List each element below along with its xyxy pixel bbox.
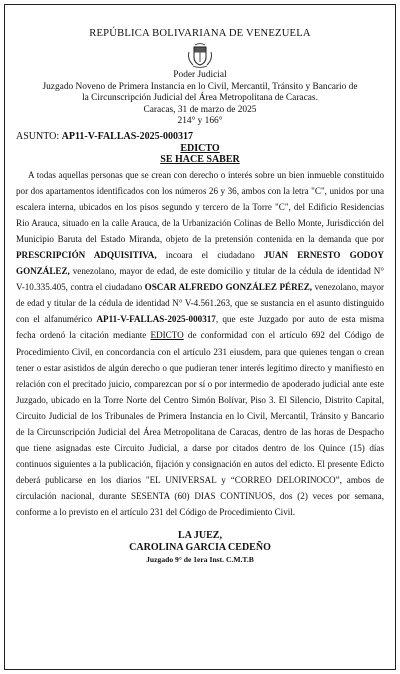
body-text: venezolano, mayor de edad y titular de la cédula de identidad N° V-4.561.263, que se sustancia en el asunto distinguido con el alfanumérico: [16, 282, 385, 325]
body-underlined-edicto: EDICTO: [150, 330, 184, 341]
body-bold-defendant: OSCAR ALFREDO GONZÁLEZ PÉREZ,: [144, 282, 313, 293]
case-reference: [16, 131, 384, 143]
republic-name: REPÚBLICA BOLIVARIANA DE VENEZUELA: [89, 28, 311, 39]
body-text: , que este Juzgado por auto de esta misma fecha ordenó la citación mediante: [16, 314, 385, 341]
signature-block: [16, 530, 384, 566]
signer-court: Juzgado 9° de 1era Inst. C.M.T.B: [146, 554, 254, 564]
years: 214° y 166°: [177, 116, 223, 126]
body-text: venezolano, mayor de edad, de este domicilio y titular de la cédula de identidad N° V-10.335.405, contra el ciudadano: [16, 266, 384, 293]
body-bold-plaintiff: JUAN ERNESTO GODOY GONZÁLEZ,: [16, 249, 384, 277]
body-text: incoara el ciudadano: [156, 249, 264, 260]
body-bold-claim: PRESCRIPCIÓN ADQUISITIVA,: [16, 249, 157, 260]
document-header: [16, 27, 384, 128]
edict-frame: [4, 4, 396, 670]
edict-subtitle: SE HACE SABER: [160, 153, 240, 165]
coat-of-arms-icon: [185, 42, 215, 70]
body-bold-case-number: AP11-V-FALLAS-2025-000317: [96, 314, 216, 325]
case-number: AP11-V-FALLAS-2025-000317: [61, 130, 193, 142]
judicial-power: Poder Judicial: [173, 70, 227, 80]
case-label: ASUNTO:: [16, 130, 60, 142]
signer-role: LA JUEZ,: [178, 529, 222, 541]
place-and-date: Caracas, 31 de marzo de 2025: [143, 104, 257, 115]
court-name-line-2: la Circunscripción Judicial del Área Metropolitana de Caracas.: [82, 93, 318, 103]
signer-name: CAROLINA GARCIA CEDEÑO: [129, 541, 271, 553]
edict-title: EDICTO: [180, 142, 220, 154]
body-text: de conformidad con el artículo 692 del Código de Procedimiento Civil, en concordancia con el artículo 231 eiusdem, para que quienes tengan o crean tener o estar asistidos de algún derecho o que pudieran tener interés legítimo directo y manifiesto en relación con el precitado juicio, comparezcan por sí o por intermedio de apoderado judicial ante este Juzgado, ubicado en la Torre Norte del Centro Simón Bolívar, Piso 3. El Silencio, Distrito Capital, Circuito Judicial de los Tribunales de Primera Instancia en lo Civil, Mercantil, Tránsito y Bancario de la Circunscripción Judicial del Área Metropolitana de Caracas, dentro de las horas de Despacho que tiene asignadas este Circuito Judicial, a darse por citados dentro de los Quince (15) días continuos siguientes a la publicación, fijación y consignación en autos del edicto. El presente Edicto deberá publicarse en los diarios "EL UNIVERSAL y “CORREO DELORINOCO”, ambos de circulación nacional, durante SESENTA (60) DIAS CONTINUOS, dos (2) veces por semana, conforme a lo previsto en el artículo 231 del Código de Procedimiento Civil.: [16, 330, 384, 518]
body-text: A todas aquellas personas que se crean con derecho o interés sobre un bien inmueble constituido por dos apartamentos identificados con los números 26 y 36, ambos con la letra "C", unidos por una escalera interna, ubicados en los pisos segundo y tercero de la Torre "C", del Edificio Residencias Rio Arauca, situado en la calle Arauca, de la Urbanización Colinas de Bello Monte, Jurisdicción del Municipio Baruta del Estado Miranda, objeto de la pretensión contenida en la demanda que por: [16, 169, 384, 244]
edict-body: [16, 167, 384, 521]
court-name-line-1: Juzgado Noveno de Primera Instancia en lo Civil, Mercantil, Tránsito y Bancario de: [42, 81, 358, 92]
